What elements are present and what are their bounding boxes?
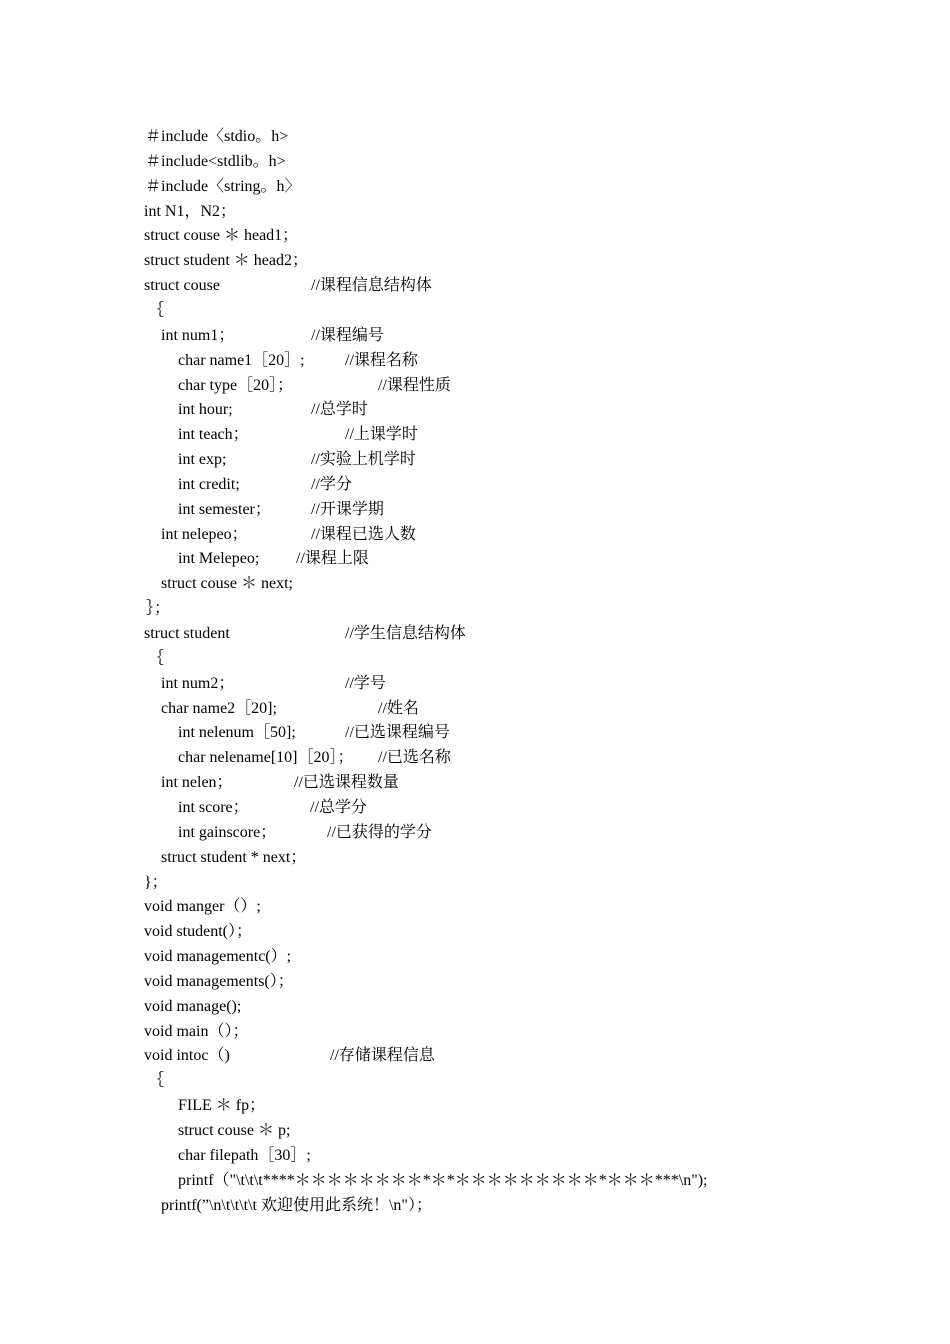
code-text: ＃include<stdlib。h> (145, 152, 286, 170)
code-line (178, 500, 384, 520)
code-line (144, 226, 298, 246)
code-line (144, 947, 291, 967)
code-comment: //学生信息结构体 (345, 625, 466, 642)
code-text: int gainscore； (178, 823, 277, 841)
code-line (161, 574, 293, 594)
code-line (148, 301, 164, 321)
code-line (178, 823, 432, 843)
code-line (178, 798, 367, 818)
code-text: struct couse ＊ head1； (144, 227, 299, 245)
code-text: void managements(）； (144, 972, 294, 990)
code-line (161, 773, 399, 793)
code-text: printf(”\n\t\t\t\t 欢迎使用此系统！\n"）； (161, 1196, 432, 1214)
code-comment: //课程编号 (311, 326, 384, 344)
code-line (178, 475, 352, 495)
code-line (144, 997, 241, 1017)
code-text: char type［20］； (178, 376, 294, 394)
code-line (161, 848, 306, 868)
code-text: int teach； (178, 426, 249, 444)
code-text: ｝； (146, 600, 171, 618)
code-text: char name1［20］; (178, 351, 305, 369)
code-line (161, 699, 419, 719)
code-line (161, 326, 384, 346)
code-line (145, 152, 286, 172)
code-line (178, 748, 451, 768)
code-text: ｛ (148, 649, 165, 667)
code-line (148, 1071, 164, 1091)
code-comment: //已选名称 (378, 749, 451, 767)
code-line (178, 1121, 290, 1141)
code-comment: //上课学时 (345, 426, 418, 444)
code-comment: //实验上机学时 (311, 451, 416, 469)
code-comment: //开课学期 (311, 500, 384, 518)
code-line (178, 723, 450, 743)
code-line (144, 1046, 435, 1066)
code-text: void managementc(）; (144, 948, 292, 966)
code-text: int hour; (178, 401, 233, 419)
code-line (146, 599, 170, 619)
code-comment: //已选课程数量 (294, 774, 399, 792)
code-line (178, 425, 418, 445)
code-line (144, 1022, 248, 1042)
code-line (144, 922, 252, 942)
code-comment: //课程已选人数 (311, 525, 416, 543)
code-text: void manage(); (144, 997, 242, 1015)
code-text: char nelename[10]［20］； (178, 749, 354, 767)
code-text: int exp; (178, 451, 227, 469)
code-comment: //已获得的学分 (327, 823, 432, 841)
code-text: ＃include〈stdio。h> (145, 128, 289, 145)
code-text: void student(）； (144, 923, 252, 941)
code-comment: //总学分 (310, 798, 367, 816)
code-text: void main（）； (144, 1022, 249, 1040)
code-text: struct couse ＊ p; (178, 1122, 291, 1139)
code-text: int num1； (161, 326, 235, 344)
code-text: FILE ＊ fp； (178, 1097, 266, 1115)
code-line (145, 177, 301, 197)
code-line (144, 202, 236, 222)
code-text: ＃include〈string。h〉 (145, 177, 301, 195)
code-text: int N1，N2； (144, 202, 237, 220)
code-line (178, 1171, 708, 1191)
code-text: int nelepeo； (161, 525, 248, 543)
code-text: struct couse ＊ next; (161, 575, 293, 593)
code-text: printf（"\t\t\t****＊＊＊＊＊＊＊＊*＊*＊＊＊＊＊＊＊＊＊*＊＊＊***\n"); (178, 1171, 708, 1189)
code-text: ｛ (148, 1072, 165, 1090)
code-line (178, 400, 368, 420)
code-line (178, 1096, 265, 1116)
code-text: struct student ＊ head2； (144, 252, 308, 270)
code-text: int score； (178, 798, 249, 816)
code-text: int Melepeo; (178, 550, 260, 568)
code-comment: //姓名 (378, 699, 419, 717)
code-text: }； (144, 873, 168, 891)
code-line (161, 1196, 432, 1216)
code-comment: //课程名称 (345, 351, 418, 369)
code-line (144, 873, 168, 893)
code-comment: //学分 (311, 475, 352, 493)
code-comment: //存储课程信息 (330, 1047, 435, 1065)
code-line (161, 525, 416, 545)
code-line (178, 351, 418, 371)
code-line (148, 649, 164, 669)
code-text: int credit; (178, 475, 240, 493)
code-comment: //课程性质 (378, 376, 451, 394)
code-comment: //课程上限 (296, 550, 369, 568)
code-text: int nelenum［50]; (178, 724, 296, 742)
code-text: struct student (144, 625, 230, 642)
code-line (178, 1146, 311, 1166)
code-text: char name2［20]; (161, 699, 277, 717)
code-line (178, 376, 451, 396)
code-comment: //课程信息结构体 (311, 277, 432, 295)
code-comment: //已选课程编号 (345, 724, 450, 742)
code-comment: //总学时 (311, 401, 368, 419)
code-text: struct student * next； (161, 848, 307, 866)
code-line (178, 450, 416, 470)
code-comment: //学号 (345, 674, 386, 692)
code-line (144, 251, 308, 271)
code-text: struct couse (144, 277, 220, 295)
code-line (145, 127, 288, 147)
code-line (144, 897, 261, 917)
code-line (144, 624, 466, 644)
code-text: int num2； (161, 674, 235, 692)
code-text: void manger（）; (144, 898, 261, 916)
code-text: ｛ (148, 301, 165, 319)
code-text: void intoc（) (144, 1047, 230, 1065)
code-text: int nelen； (161, 774, 233, 792)
code-line (161, 674, 386, 694)
code-text: int semester； (178, 500, 271, 518)
code-line (178, 549, 369, 569)
code-text: char filepath［30］; (178, 1146, 311, 1164)
code-line (144, 276, 432, 296)
code-line (144, 972, 294, 992)
